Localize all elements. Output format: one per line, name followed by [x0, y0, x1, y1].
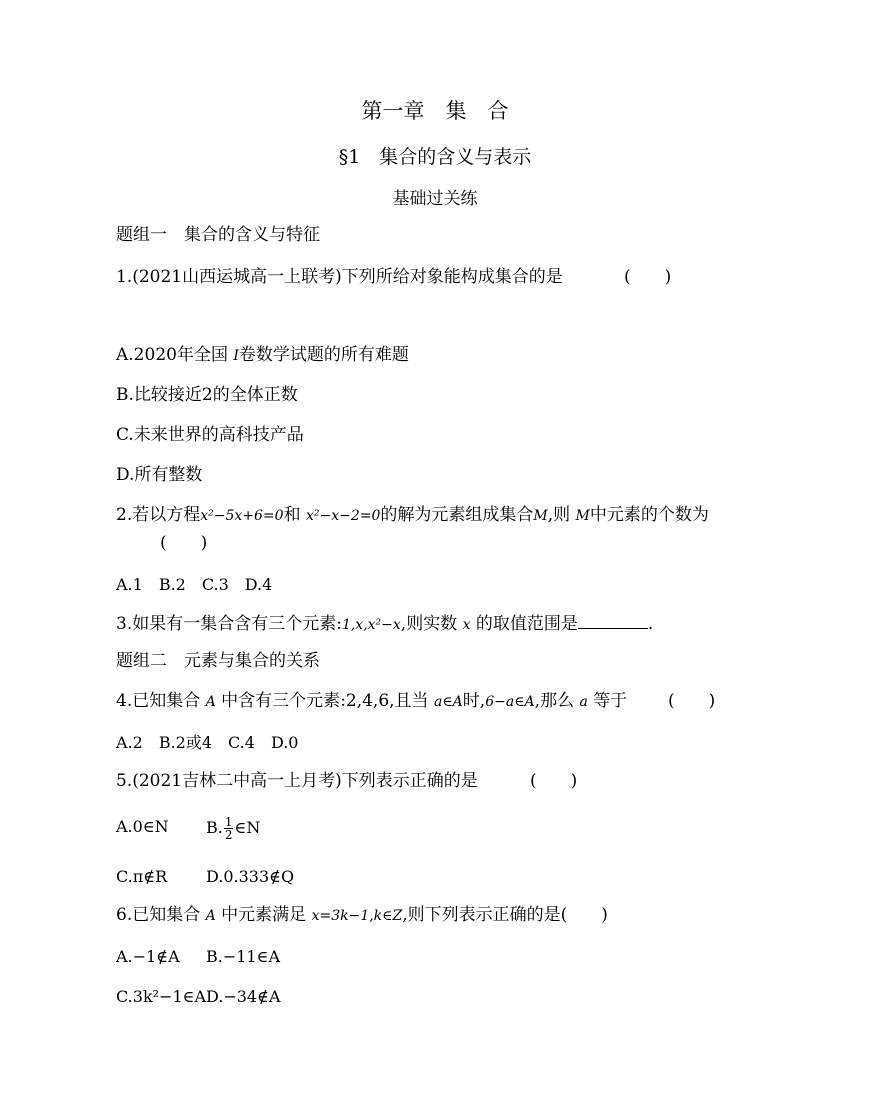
- q3-mid: ,则实数: [400, 614, 458, 634]
- q2-post2: ,则: [547, 505, 571, 525]
- q5-opt-b-post: ∈N: [234, 818, 261, 837]
- q5-answer-bracket: ( ): [530, 771, 578, 791]
- q2-eq1: x²−5x+6=0: [200, 508, 284, 524]
- q4-mid2: 时,: [462, 691, 486, 711]
- q6-option-b: B.−11∈A: [206, 947, 281, 966]
- q5-opt-b-pre: B.: [206, 818, 223, 837]
- q3-post: 的取值范围是: [475, 614, 578, 634]
- question-5-stem: 5.(2021吉林二中高一上月考)下列表示正确的是: [116, 771, 478, 791]
- q5-option-b: [206, 816, 260, 841]
- q6-var-a: A: [205, 908, 216, 924]
- q1-option-b: B.比较接近2的全体正数: [116, 385, 298, 405]
- q6-option-d: D.−34∉A: [206, 987, 281, 1006]
- q6-post: ,则下列表示正确的是: [402, 905, 561, 925]
- group2-title: 题组二 元素与集合的关系: [116, 651, 320, 671]
- question-3-stem: [116, 612, 653, 636]
- q6-option-a: A.−1∉A: [116, 947, 180, 966]
- q4-post2: 等于: [593, 691, 628, 711]
- q6-option-c: C.3k²−1∈A: [116, 987, 207, 1006]
- q4-post: ,那么: [534, 691, 575, 711]
- q5-opt-b-denominator: 2: [224, 828, 233, 842]
- q2-mid: 和: [283, 505, 301, 525]
- q1-opt-a-var: I: [233, 348, 239, 364]
- q1-answer-bracket: ( ): [624, 267, 672, 287]
- q2-answer-bracket: ( ): [160, 533, 208, 553]
- q1-option-c: C.未来世界的高科技产品: [116, 425, 304, 445]
- q2-post1: 的解为元素组成集合: [380, 505, 534, 525]
- q2-eq2: x²−x−2=0: [305, 508, 381, 524]
- q4-var-a: A: [205, 694, 216, 710]
- question-1-stem: [116, 266, 563, 288]
- subsection-title: 基础过关练: [392, 189, 478, 209]
- q3-answer-blank: [578, 612, 648, 629]
- q6-bracket: ( ): [560, 905, 608, 925]
- q2-options: A.1 B.2 C.3 D.4: [116, 575, 273, 594]
- q1-stem-text: 1.(2021山西运城高一上联考)下列所给对象能构成集合的是: [116, 267, 563, 287]
- group1-title: 题组一 集合的含义与特征: [116, 225, 320, 245]
- q5-option-c: C.π∉R: [116, 867, 168, 886]
- q1-opt-a-pre: A.2020年全国: [116, 345, 228, 365]
- chapter-title: 第一章 集 合: [361, 99, 509, 123]
- q4-cond1: a∈A: [433, 694, 463, 710]
- q1-opt-a-post: 卷数学试题的所有难题: [238, 345, 409, 365]
- q6-mid: 中元素满足: [221, 905, 307, 925]
- q2-pre: 2.若以方程: [116, 505, 201, 525]
- q5-option-d: D.0.333∉Q: [206, 867, 295, 886]
- q6-cond: x=3k−1,k∈Z: [311, 908, 403, 924]
- q4-pre: 4.已知集合: [116, 691, 201, 711]
- q4-options: A.2 B.2或4 C.4 D.0: [116, 733, 299, 752]
- q1-option-d: D.所有整数: [116, 465, 203, 485]
- q3-elems: 1,x,x²−x: [341, 617, 401, 633]
- q4-answer-bracket: ( ): [668, 691, 716, 711]
- q2-var-m2: M: [575, 508, 590, 524]
- q5-option-a: A.0∈N: [116, 817, 169, 836]
- q3-end: .: [647, 614, 654, 634]
- section-title: §1 集合的含义与表示: [338, 146, 532, 168]
- q6-pre: 6.已知集合: [116, 905, 201, 925]
- q5-opt-b-numerator: 1: [224, 815, 233, 829]
- q2-var-m: M: [533, 508, 548, 524]
- q4-var-a2: a: [579, 694, 588, 710]
- question-6-stem: [116, 904, 608, 927]
- q4-mid: 中含有三个元素:2,4,6,且当: [221, 691, 429, 711]
- question-4-stem: [116, 690, 627, 713]
- q1-option-a: [116, 344, 409, 367]
- q5-opt-b-fraction: [224, 816, 234, 841]
- question-2-stem: [116, 504, 709, 527]
- q4-cond2: 6−a∈A: [485, 694, 535, 710]
- q3-var-x: x: [462, 617, 471, 633]
- q3-pre: 3.如果有一集合含有三个元素:: [116, 614, 342, 634]
- q2-post3: 中元素的个数为: [589, 505, 709, 525]
